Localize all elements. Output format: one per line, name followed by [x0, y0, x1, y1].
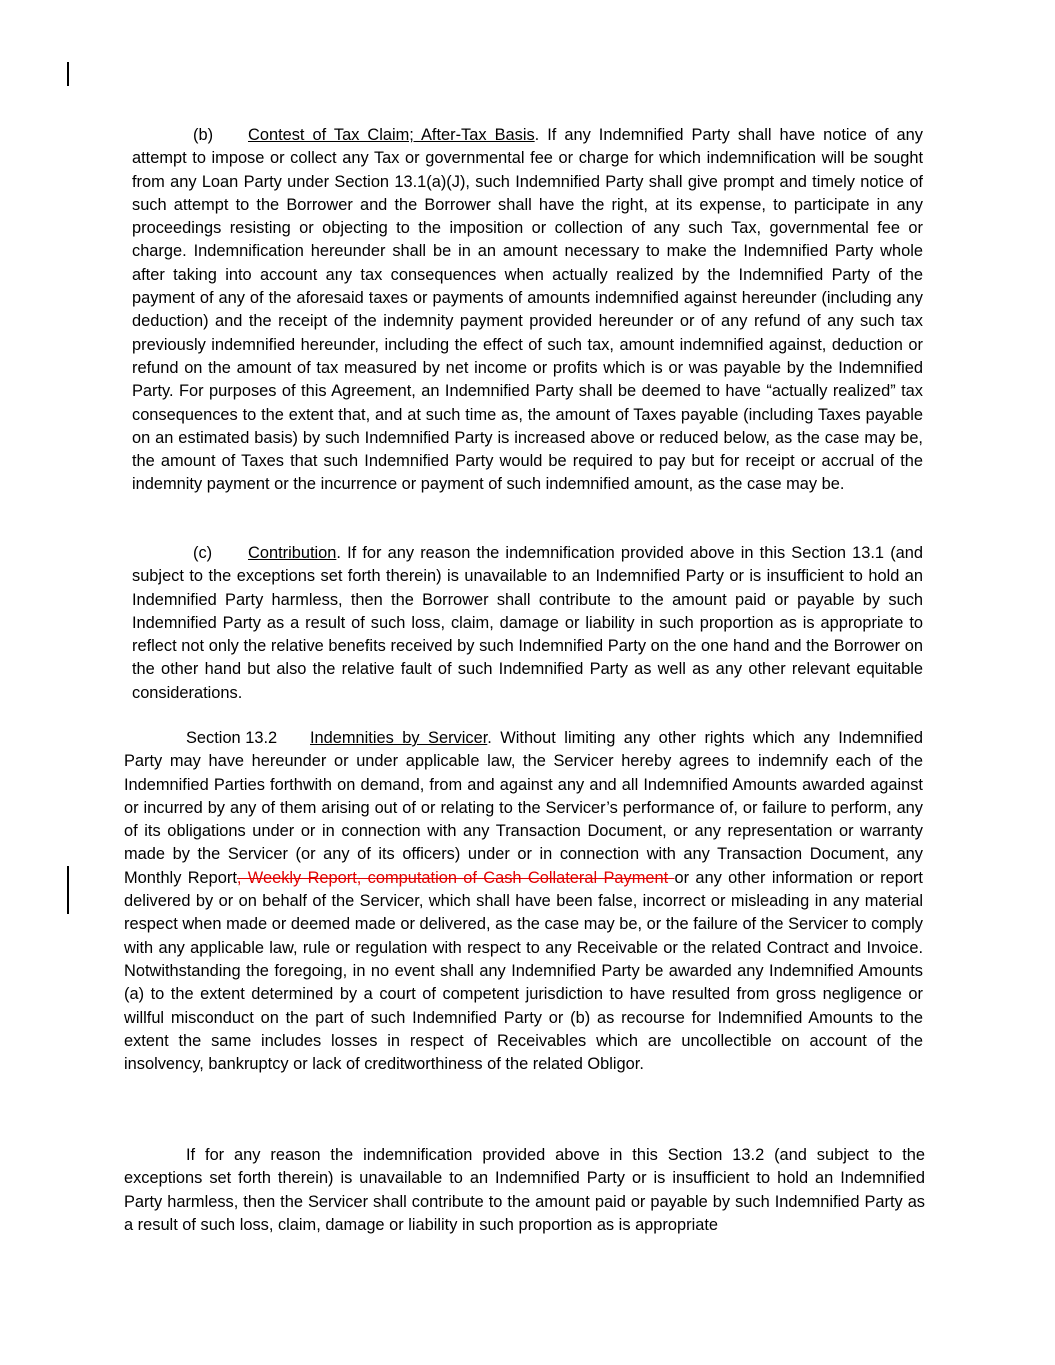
section-13-2-text-start: . Without limiting any other rights which any Indemnified Party may have hereunder or under applicable law, the Servicer hereby agrees to indemnify each of the Indemnified Parties forthwith on demand, from and against any and all Indemnified Amounts awarded against or incurred by any of them arising out of or relating to the Servicer’s performance of, or failure to perform, any of its obligations under or in connection with any Transaction Document, or any representation or warranty made by the Servicer (or any of its officers) under or in connection with any Transaction Document, any Monthly Report	[124, 729, 923, 887]
tracked-deletion: , Weekly Report, computation of Cash Collateral Payment	[236, 868, 675, 887]
paragraph-contribution-servicer	[124, 1144, 925, 1237]
section-13-2-text-end: or any other information or report delivered by or on behalf of the Servicer, which shall have been false, incorrect or misleading in any material respect when made or deemed made or delivered, as the case may be, or the failure of the Servicer to comply with any applicable law, rule or regulation with respect to any Receivable or the related Contract and Invoice. Notwithstanding the foregoing, in no event shall any Indemnified Party be awarded any Indemnified Amounts (a) to the extent determined by a court of competent jurisdiction to have resulted from gross negligence or willful misconduct on the part of such Indemnified Party or (b) as recourse for Indemnified Amounts to the extent the same includes losses in respect of Receivables which are uncollectible on account of the insolvency, bankruptcy or lack of creditworthiness of the related Obligor.	[124, 868, 923, 1074]
section-13-2	[124, 727, 923, 1076]
paragraph-c-label: (c)	[193, 544, 213, 562]
section-13-2-heading: Indemnities by Servicer	[310, 729, 488, 747]
paragraph-c-heading: Contribution	[248, 544, 337, 562]
paragraph-b-heading: Contest of Tax Claim; After-Tax Basis	[248, 126, 535, 144]
paragraph-c-text: . If for any reason the indemnification provided above in this Section 13.1 (and subject to the exceptions set forth therein) is unavailable to an Indemnified Party or is insufficient to hold an Indemnified Party harmless, then the Borrower shall contribute to the amount paid or payable by such Indemnified Party as a result of such loss, claim, damage or liability in such proportion as is appropriate to reflect not only the relative benefits received by such Indemnified Party on the one hand and the Borrower on the other hand but also the relative fault of such Indemnified Party as well as any other relevant equitable considerations.	[132, 544, 923, 702]
paragraph-contribution-servicer-text: If for any reason the indemnification provided above in this Section 13.2 (and subject to the exceptions set forth therein) is unavailable to an Indemnified Party or is insufficient to hold an Indemnified Party harmless, then the Servicer shall contribute to the amount paid or payable by such Indemnified Party as a result of such loss, claim, damage or liability in such proportion as is appropriate	[124, 1146, 925, 1234]
paragraph-c	[132, 542, 923, 705]
paragraph-b	[132, 124, 923, 497]
paragraph-b-text: . If any Indemnified Party shall have notice of any attempt to impose or collect any Tax or governmental fee or charge for which indemnification will be sought from any Loan Party under Section 13.1(a)(J), such Indemnified Party shall give prompt and timely notice of such attempt to the Borrower and the Borrower shall have the right, at its expense, to participate in any proceedings resisting or objecting to the imposition or collection of any such Tax, governmental fee or charge. Indemnification hereunder shall be in an amount necessary to make the Indemnified Party whole after taking into account any tax consequences when actually realized by the Indemnified Party of the payment of any of the aforesaid taxes or payments of amounts indemnified against hereunder (including any deduction) and the receipt of the indemnity payment provided hereunder or of any refund of any such tax previously indemnified hereunder, including the effect of such tax, amount indemnified against, deduction or refund on the amount of tax measured by net income or profits which is or was payable by the Indemnified Party. For purposes of this Agreement, an Indemnified Party shall be deemed to have “actually realized” tax consequences to the extent that, and at such time as, the amount of Taxes payable (including Taxes payable on an estimated basis) by such Indemnified Party is increased above or reduced below, as the case may be, the amount of Taxes that such Indemnified Party would be required to pay but for receipt or accrual of the indemnity payment or the incurrence or payment of such indemnified amount, as the case may be.	[132, 126, 923, 494]
section-13-2-label: Section 13.2	[186, 729, 278, 747]
change-bar-section-13-2	[67, 866, 69, 914]
change-bar-top	[67, 62, 69, 86]
paragraph-b-label: (b)	[193, 126, 214, 144]
